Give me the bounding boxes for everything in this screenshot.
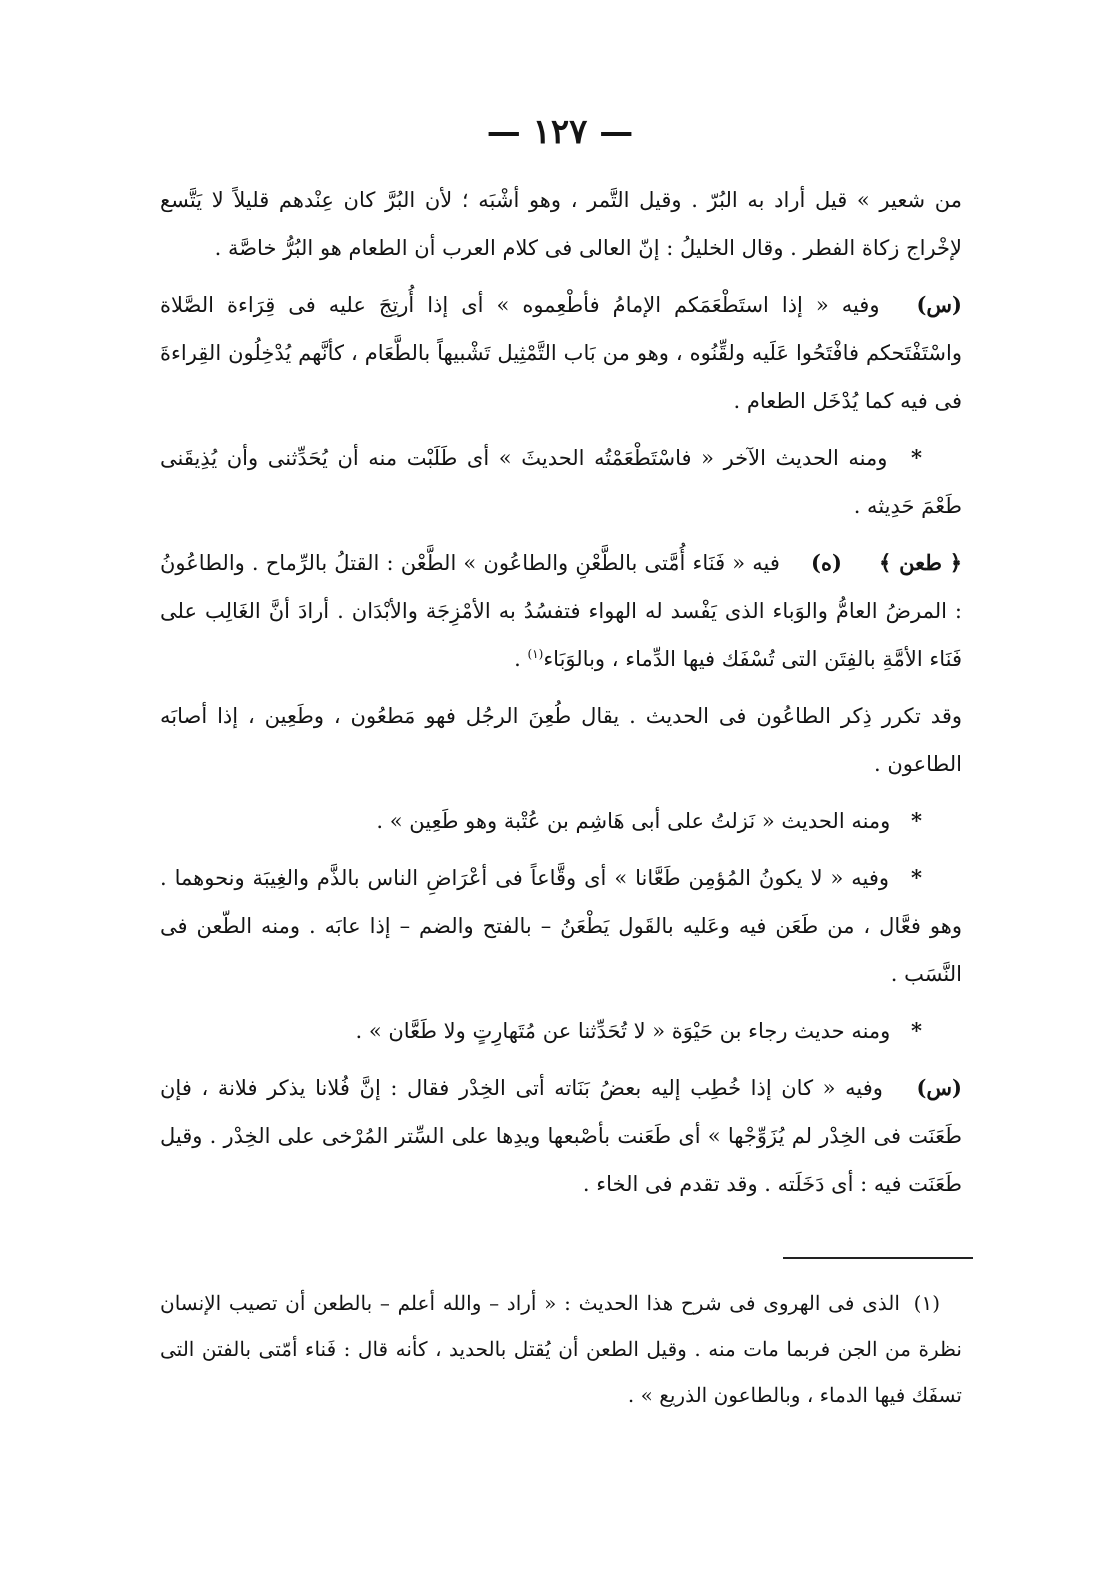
- footnote-text: الذى فى الهروى فى شرح هذا الحديث : « أراد – والله أعلم – بالطعن أن تصيب الإنسان نظرة من الجن فربما مات منه . وقيل الطعن أن يُقتل بالحديد ، كأنه قال : فَناء أمّتى بالفتن التى تسفَك فيها الدماء ، وبالطاعون الذريع » .: [160, 1291, 962, 1407]
- paragraph-text: ومنه الحديث الآخر « فاسْتَطْعَمْتُه الحديثَ » أى طَلَبْت منه أن يُحَدِّثنى وأن يُذِيقَنى طَعْمَ حَدِيثه .: [160, 446, 962, 518]
- paragraph-text: من شعير » قيل أراد به البُرّ . وقيل التَّمر ، وهو أشْبَه ؛ لأن البُرَّ كان عِنْدهم قليلاً لا يَتَّسع لإخْراج زكاة الفطر . وقال الخليلُ : إنّ العالى فى كلام العرب أن الطعام هو البُرُّ خاصَّة .: [160, 188, 962, 260]
- paragraph-text-end: .: [514, 647, 528, 671]
- paragraph-text: وفيه « إذا استَطْعَمَكم الإمامُ فأطْعِموه » أى إذا أُرتِجَ عليه فى قِرَاءة الصَّلاة واسْتَفْتَحكم فافْتَحُوا عَلَيه ولقِّنُوه ، وهو من بَاب التَّمْثِيل تَشْبيهاً بالطَّعَام ، كأنَّهم يُدْخِلُون القِراءةَ فى فيه كما يُدْخَل الطعام .: [160, 293, 962, 413]
- asterisk-marker: *: [911, 1018, 922, 1043]
- paragraph-text: ومنه حديث رجاء بن حَيْوَة « لا تُحَدِّثنا عن مُتَهارِتٍ ولا طَعَّان » .: [355, 1019, 891, 1043]
- paragraph-text: وقد تكرر ذِكر الطاعُون فى الحديث . يقال طُعِنَ الرجُل فهو مَطعُون ، وطَعِين ، إذا أصابَه الطاعون .: [160, 704, 962, 776]
- asterisk-marker: *: [911, 808, 922, 833]
- paragraph-text: وفيه « كان إذا خُطِب إليه بعضُ بَنَاته أتى الخِدْر فقال : إنَّ فُلانا يذكر فلانة ، فإن طَعَنَت فى الخِدْر لم يُزَوِّجْها » أى طَعَنت بأصْبعها ويدِها على السِّتر المُرْخى على الخِدْر . وقيل طَعَنَت فيه : أى دَخَلَته . وقد تقدم فى الخاء .: [160, 1076, 962, 1196]
- asterisk-marker: *: [911, 865, 922, 890]
- paragraph-6: [160, 797, 962, 845]
- paragraph-9: [160, 1064, 962, 1208]
- paragraph-7: [160, 854, 962, 998]
- paragraph-4-entry-taan: [160, 539, 962, 683]
- paragraph-1: [160, 176, 962, 272]
- footnote: [160, 1280, 962, 1418]
- main-text-body: [160, 176, 962, 1217]
- source-tag: (ه): [811, 550, 842, 575]
- footnote-number: (١): [913, 1291, 940, 1315]
- entry-headword: ﴿ طعن ﴾: [879, 550, 962, 575]
- footnote-reference: (١): [527, 647, 544, 661]
- paragraph-text: فيه « فَنَاء أُمَّتى بالطَّعْنِ والطاعُون » الطَّعْن : القتلُ بالرِّماح . والطاعُونُ : المرضُ العامُّ والوَباء الذى يَفْسد له الهواء فتفسُدُ به الأمْزِجَة والأبْدَان . أرادَ أنَّ الغَالِب على فَنَاء الأمَّةِ بالفِتَن التى تُسْفَك فيها الدِّماء ، وبالوَبَاء: [160, 551, 962, 671]
- footnote-divider: [783, 1257, 973, 1259]
- source-tag: (س): [916, 1075, 962, 1100]
- paragraph-3: [160, 434, 962, 530]
- paragraph-text: ومنه الحديث « نَزلتُ على أبى هَاشِم بن عُتْبة وهو طَعِين » .: [376, 809, 891, 833]
- paragraph-8: [160, 1007, 962, 1055]
- asterisk-marker: *: [911, 445, 922, 470]
- source-tag: (س): [916, 292, 962, 317]
- paragraph-5: [160, 692, 962, 788]
- paragraph-2: [160, 281, 962, 425]
- paragraph-text: وفيه « لا يكونُ المُؤمِن طَعَّانا » أى وقَّاعاً فى أعْرَاضِ الناس بالذَّم والغِيبَة ونحوهما . وهو فعَّال ، من طَعَن فيه وعَليه بالقَول يَطْعَنُ – بالفتح والضم – إذا عابَه . ومنه الطّعن فى النَّسَب .: [160, 866, 962, 986]
- page-number: — ١٢٧ —: [486, 112, 634, 152]
